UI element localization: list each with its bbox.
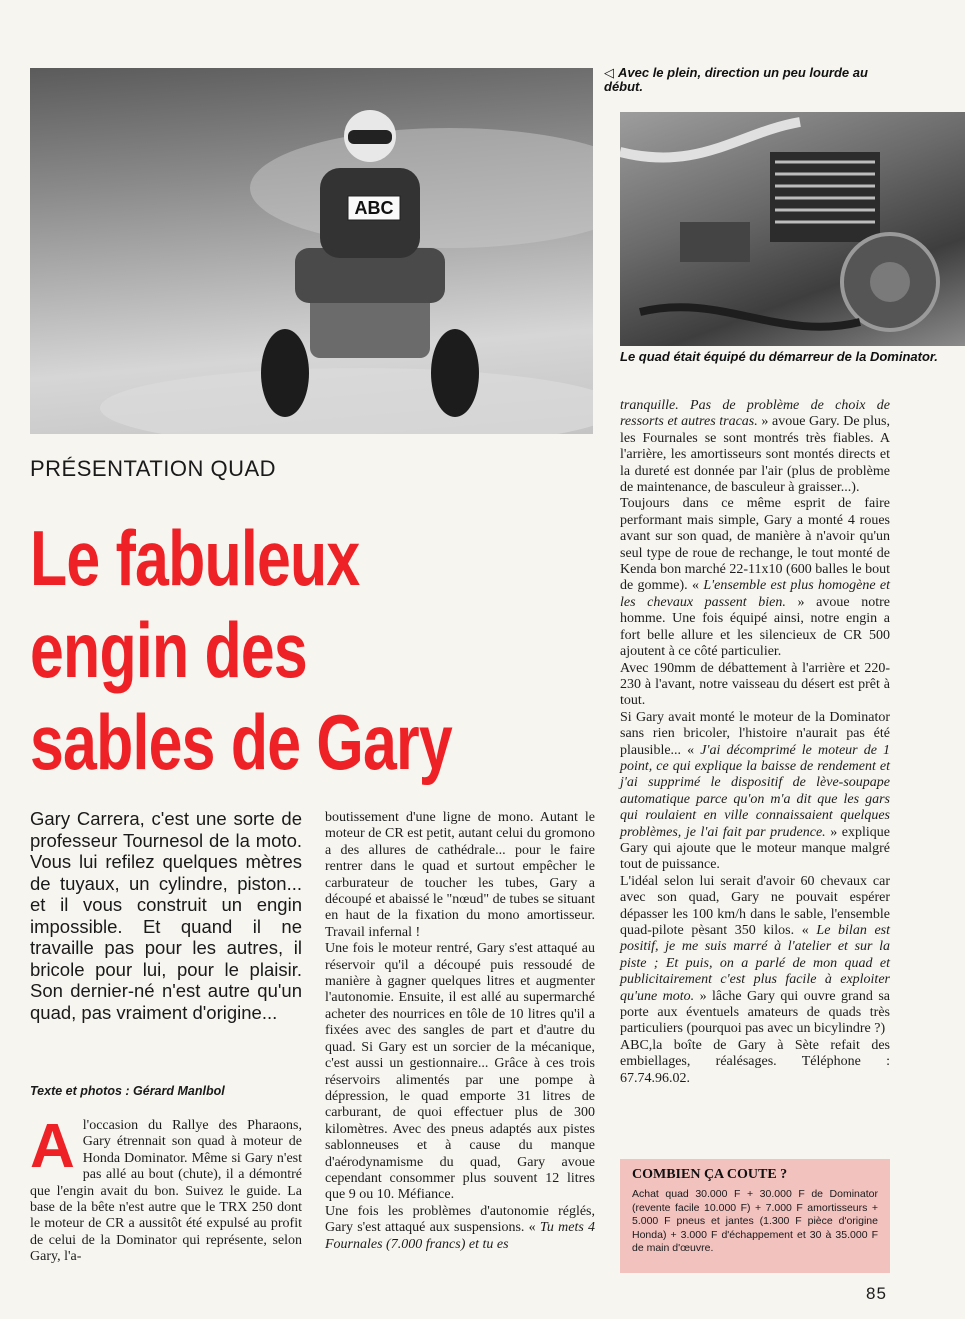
body-text: » lâche Gary qui ouvre grand sa porte aux éventuels amateurs de quads très particuliers (pourquoi pas avec un bicylindre ?) [620, 988, 890, 1037]
engine-photo [620, 112, 965, 346]
article-title: Le fabuleux engin des sables de Gary [30, 514, 452, 786]
body-text: » avoue notre homme. Une fois équipé ainsi, notre engin a fort belle allure et les silencieux de CR 500 ajoutent à ce côté particulier. [620, 594, 891, 660]
quote-text: L'ensemble est plus homogène et les chevaux passent bien. [620, 578, 891, 610]
arrow-left-icon: ◁ [604, 65, 614, 80]
body-paragraph: boutissement d'une ligne de mono. Autant le moteur de CR est petit, autant celui du gromono a des allures de cathédrale... pour le faire rentrer dans le quad et surtout empêcher le carburateur de toucher les tubes, Gary a découpé et abaissé le "nœud" de tubes se situant en haut de la fixation du mono amortisseur. Travail infernal ! [325, 810, 595, 940]
body-column-2 [325, 810, 595, 1253]
body-text: Toujours dans ce même esprit de faire performant mais simple, Gary a monté 4 roues avant sur son quad, de manière à n'avoir qu'un seul type de roue de rechange, le tout monté de Kenda bon marché 22-11x10 (600 balles le bout de gomme). « [620, 496, 890, 594]
body-paragraph [620, 398, 890, 496]
page-number: 85 [866, 1284, 887, 1303]
body-text: » explique Gary qui ajoute que le moteur manque malgré tout de puissance. [620, 824, 890, 873]
engine-illustration [620, 112, 965, 346]
photo-caption-top-text: Avec le plein, direction un peu lourde au début. [604, 65, 868, 94]
photo-caption-bottom: Le quad était équipé du démarreur de la Dominator. [620, 349, 938, 364]
section-label: PRÉSENTATION QUAD [30, 456, 277, 481]
body-paragraph: l'occasion du Rallye des Pharaons, Gary étrennait son quad à moteur de Honda Dominator. Même si Gary n'est pas allé au bout (chute), il a démontré que l'engin avait du bon. Suivez le guide. La base de la bête n'est autre que le TRX 250 dont le moteur de CR a aussitôt été expulsé au profit de celui de la Dominator qui représente, selon Gary, l'a- [30, 1118, 302, 1265]
body-text: Si Gary avait monté le moteur de la Dominator sans rien bricoler, l'histoire n'aurait pas été plausible... « [620, 709, 890, 758]
quote-text: Tu mets 4 Fournales (7.000 francs) et tu es [325, 1220, 596, 1252]
cost-box-body: Achat quad 30.000 F + 30.000 F de Dominator (revente facile 10.000 F) + 7.000 F amortisseurs + 5.000 F pneus et jantes (1.300 F pièce d'origine Honda) + 3.000 F d'échappement et 30 à 35.000 F de main d'œuvre. [632, 1188, 878, 1254]
cost-box-title: COMBIEN ÇA COUTE ? [632, 1167, 788, 1182]
body-column-3 [620, 398, 890, 1087]
body-paragraph [325, 1204, 595, 1253]
body-paragraph [620, 496, 890, 660]
body-text: L'idéal selon lui serait d'avoir 60 chevaux car avec son quad, Gary ne pouvait espérer dépasser les 100 km/h dans le sable, l'ensemble quad-pilote pèsant 350 kilos. « [620, 873, 890, 938]
drop-cap: A [30, 1112, 75, 1181]
body-paragraph: ABC,la boîte de Gary à Sète refait des embiellages, réalésages. Téléphone : 67.74.96.02. [620, 1037, 890, 1086]
photo-caption-top [604, 66, 904, 94]
body-paragraph: Une fois le moteur rentré, Gary s'est attaqué au réservoir qu'il a découpé puis ressoudé de manière à gagner quelques litres et augmenter l'autonomie. Ensuite, il est allé au supermarché acheter des nourrices en tôle de 10 litres qu'il a fixées avec des sangles de part et d'autre du quad. Si Gary est un sorcier de la mécanique, c'est aussi un gestionnaire... Grâce à ces trois réservoirs alimentés par une pompe à dépression, le quad emporte 31 litres de carburant, de quoi effectuer plus de 300 kilomètres. Avec des pneus adaptés aux pistes sablonneuses et à cause du manque d'aérodynamisme du quad, Gary avoue cependant consommer plus souvent 12 litres que 9 ou 10. Méfiance. [325, 941, 595, 1203]
quote-text: tranquille. Pas de problème de choix de ressorts et autres tracas. [620, 398, 890, 430]
quad-photo [30, 68, 593, 434]
body-paragraph: Avec 190mm de débattement à l'arrière et 220-230 à l'avant, notre vaisseau du désert est prêt à tout. [620, 660, 890, 709]
quote-text: Le bilan est positif, je me suis marré à l'atelier et sur la piste ; Et puis, on a parlé de mon quad et publicitairement c'est plus facile à exploiter qu'une moto. [620, 923, 890, 1004]
body-paragraph [620, 874, 890, 1038]
article-lede: Gary Carrera, c'est une sorte de professeur Tournesol de la moto. Vous lui refilez quelques mètres de tuyaux, un cylindre, piston... et il vous construit un engin impossible. Et quand il ne travaille pas pour les autres, il bricole pour lui, pour le plaisir. Son dernier-né n'est autre qu'un quad, pas vraiment d'origine... [30, 808, 302, 1023]
quote-text: J'ai décomprimé le moteur de 1 point, ce qui explique la baisse de rendement et j'ai supprimé le dispositif de lève-soupape automatique parce qu'on m'a dit que les gars qui roulaient en ville connaissaient quelques problèmes, je l'ai fait par prudence. [620, 742, 891, 840]
body-text: Une fois les problèmes d'autonomie réglés, Gary s'est attaqué aux suspensions. « [325, 1203, 595, 1236]
article-credit: Texte et photos : Gérard Manlbol [30, 1084, 225, 1098]
body-paragraph [620, 710, 890, 874]
body-column-1 [30, 1112, 302, 1266]
body-text: » avoue Gary. De plus, les Fournales se sont montrés très fiables. A l'arrière, les amortisseurs sont montés directs et la dureté est donnée par l'air (plus de problème de maintenance, de basculeur à graisser...). [620, 414, 890, 496]
quad-illustration [30, 68, 593, 434]
quad-plate-label: ABC [354, 198, 394, 218]
cost-box [620, 1159, 890, 1273]
